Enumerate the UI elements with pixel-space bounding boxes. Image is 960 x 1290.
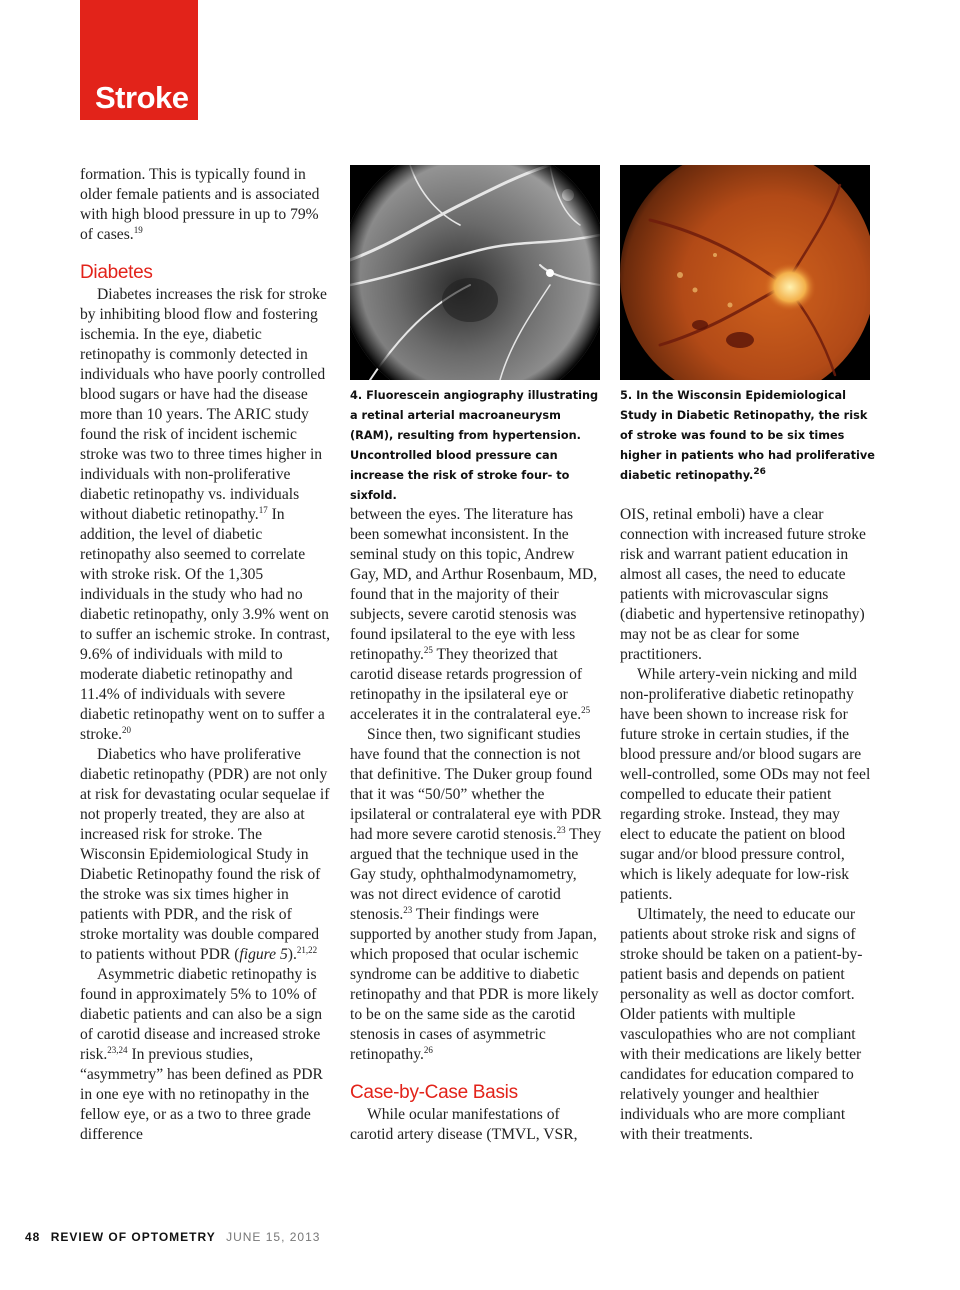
fundus-photograph-image xyxy=(620,165,870,380)
fluorescein-angiography-image xyxy=(350,165,600,380)
column-1 xyxy=(80,165,330,1145)
col1-paragraph-1: formation. This is typically found in older female patients and is associated with high blood pressure in up to 79% of cases.$^{19}$ xyxy=(80,166,320,243)
heading-case-by-case: Case-by-Case Basis xyxy=(350,1082,518,1103)
issue-date: JUNE 15, 2013 xyxy=(226,1230,321,1244)
figure-4-image xyxy=(350,165,600,380)
col2-paragraph-1: between the eyes. The literature has been somewhat inconsistent. In the seminal study on this topic, Andrew Gay, MD, and Arthur Rosenbaum, MD, found that in the majority of their subjects, severe carotid stenosis was found ipsilateral to the eye with less retinopathy.$^{25}$ They theorized that carotid disease retards progression of retinopathy in the ipsilateral eye or accelerates it in the contralateral eye.$^{25}$ xyxy=(350,506,598,723)
figure-5-reference: figure 5 xyxy=(239,946,288,963)
page-footer xyxy=(25,1230,320,1244)
col3-paragraph-3: Ultimately, the need to educate our patients about stroke risk and signs of stroke should be taken on a patient-by-patient basis and depends on patient personality as well as doctor comfort. Older patients with multiple vasculopathies who are not compliant with their medications are likely better candidates for education compared to relatively younger and healthier individuals who are more compliant with their treatments. xyxy=(620,906,863,1143)
col2-paragraph-3: While ocular manifestations of carotid artery disease (TMVL, VSR, xyxy=(350,1106,578,1143)
column-3 xyxy=(620,505,872,1145)
page-number: 48 xyxy=(25,1230,41,1244)
section-tab-label: Stroke xyxy=(95,80,189,115)
col1-paragraph-2: Diabetes increases the risk for stroke by inhibiting blood flow and fostering ischemia. In the eye, diabetic retinopathy is commonly detected in individuals who have poorly controlled blood sugars or have had the disease more than 10 years. The ARIC study found the risk of incident ischemic stroke was two to three times higher in individuals with non-proliferative diabetic retinopathy vs. individuals without diabetic retinopathy.$^{17}$ In addition, the level of diabetic retinopathy also seemed to correlate with stroke risk. Of the 1,305 individuals in the study who had no diabetic retinopathy, only 3.9% went on to suffer an ischemic stroke. In contrast, 9.6% of individuals with mild to moderate diabetic retinopathy and 11.4% of individuals with severe diabetic retinopathy went on to suffer a stroke.$^{20}$ xyxy=(80,286,331,743)
col1-paragraph-3: Diabetics who have proliferative diabetic retinopathy (PDR) are not only at risk for devastating ocular sequelae if not properly treated, they are also at increased risk for stroke. The Wisconsin Epidemiological Study in Diabetic Retinopathy found the risk of the stroke was six times higher in patients with PDR, and the risk of stroke mortality was double compared to patients without PDR (figure 5).$^{21,22}$ xyxy=(80,746,330,963)
col1-paragraph-4: Asymmetric diabetic retinopathy is found in approximately 5% to 10% of diabetic patients and can also be a sign of carotid disease and increased stroke risk.$^{23,24}$ In previous studies, “asymmetry” has been defined as PDR in one eye with no retinopathy in the fellow eye, or as a two to three grade difference xyxy=(80,966,323,1143)
heading-diabetes: Diabetes xyxy=(80,262,153,283)
col3-paragraph-1: OIS, retinal emboli) have a clear connection with increased future stroke risk and warrant patient education in almost all cases, the need to educate patients with microvascular signs (diabetic and hypertensive retinopathy) may not be as clear for some practitioners. xyxy=(620,506,866,663)
section-tab xyxy=(80,0,198,120)
figure-4-caption: 4. Fluorescein angiography illustrating a retinal arterial macroaneurysm (RAM), resulting from hypertension. Uncontrolled blood pressure can increase the risk of stroke four- to sixfold. xyxy=(350,389,599,502)
figure-5-caption: 5. In the Wisconsin Epidemiological Study in Diabetic Retinopathy, the risk of stroke was found to be six times higher in patients who had proliferative diabetic retinopathy.$^{26}$ xyxy=(620,389,875,482)
col3-paragraph-2: While artery-vein nicking and mild non-proliferative diabetic retinopathy have been shown to increase risk for future stroke in certain studies, if the blood pressure and/or blood sugars are well-controlled, some ODs may not feel compelled to educate their patient regarding stroke. Instead, they may elect to educate the patient on blood sugar and/or blood pressure control, which is likely adequate for low-risk patients. xyxy=(620,666,871,903)
column-2 xyxy=(350,505,602,1145)
magazine-name: REVIEW OF OPTOMETRY xyxy=(50,1230,216,1244)
figure-5-image xyxy=(620,165,870,380)
col2-paragraph-2: Since then, two significant studies have found that the connection is not that definitive. The Duker group found that it was “50/50” whether the ipsilateral or contralateral eye with PDR had more severe carotid stenosis.$^{23}$ They argued that the technique used in the Gay study, ophthalmodynamometry, was not direct evidence of carotid stenosis.$^{23}$ Their findings were supported by another study from Japan, which proposed that ocular ischemic syndrome can be additive to diabetic retinopathy and that PDR is more likely to be on the same side as the carotid stenosis in cases of asymmetric retinopathy.$^{26}$ xyxy=(350,726,602,1063)
